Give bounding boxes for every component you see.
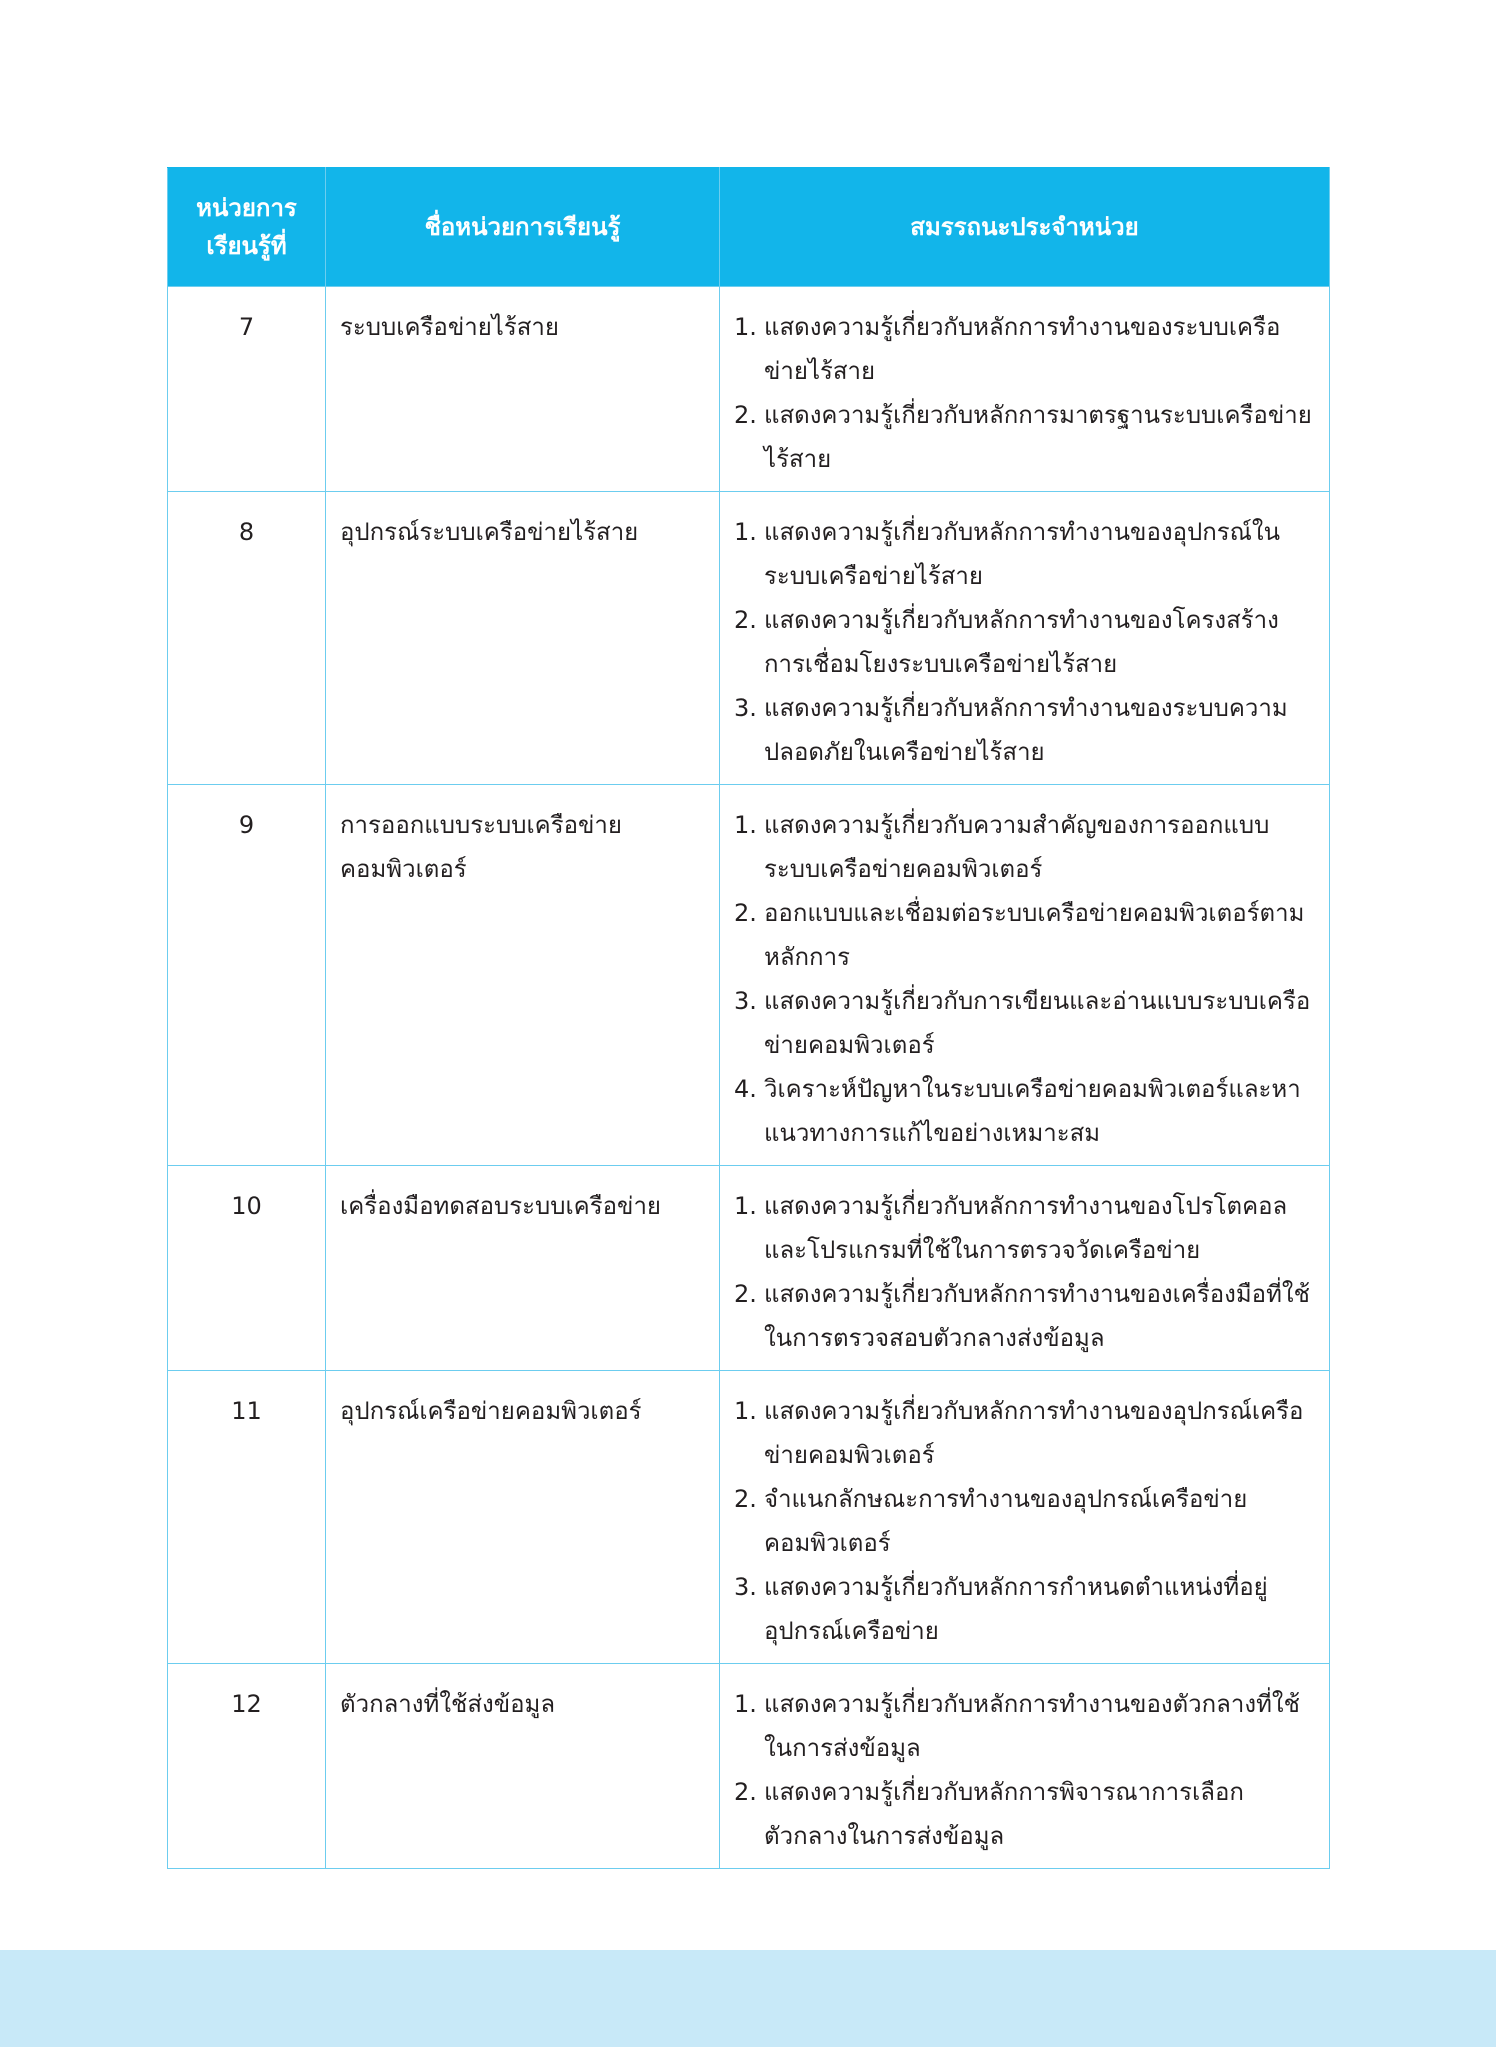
competency-number: 1. <box>734 811 757 839</box>
competency-list <box>732 803 1317 1155</box>
competency-item <box>732 1565 1317 1653</box>
competency-number: 3. <box>734 987 757 1015</box>
table-row <box>168 1371 1330 1664</box>
competency-text: แสดงความรู้เกี่ยวกับหลักการกำหนดตำแหน่งที่อยู่อุปกรณ์เครือข่าย <box>764 1573 1268 1645</box>
table-row <box>168 1166 1330 1371</box>
competency-table-container <box>167 167 1329 1869</box>
competency-number: 2. <box>734 606 757 634</box>
competencies-cell <box>720 785 1330 1166</box>
competency-number: 3. <box>734 694 757 722</box>
competency-item <box>732 510 1317 598</box>
unit-name-cell: เครื่องมือทดสอบระบบเครือข่าย <box>326 1166 720 1371</box>
competency-number: 2. <box>734 1778 757 1806</box>
competency-list <box>732 1184 1317 1360</box>
competency-number: 1. <box>734 1397 757 1425</box>
competency-item <box>732 305 1317 393</box>
competency-text: แสดงความรู้เกี่ยวกับหลักการทำงานของตัวกลางที่ใช้ในการส่งข้อมูล <box>764 1690 1300 1762</box>
competency-text: จำแนกลักษณะการทำงานของอุปกรณ์เครือข่ายคอมพิวเตอร์ <box>764 1485 1248 1557</box>
competency-list <box>732 1389 1317 1653</box>
table-row <box>168 1664 1330 1869</box>
competency-text: แสดงความรู้เกี่ยวกับหลักการพิจารณาการเลือกตัวกลางในการส่งข้อมูล <box>764 1778 1244 1850</box>
competency-text: แสดงความรู้เกี่ยวกับหลักการทำงานของโปรโตคอลและโปรแกรมที่ใช้ในการตรวจวัดเครือข่าย <box>764 1192 1288 1264</box>
competency-text: แสดงความรู้เกี่ยวกับการเขียนและอ่านแบบระบบเครือข่ายคอมพิวเตอร์ <box>764 987 1311 1059</box>
competency-item <box>732 1184 1317 1272</box>
competency-text: แสดงความรู้เกี่ยวกับความสำคัญของการออกแบบระบบเครือข่ายคอมพิวเตอร์ <box>764 811 1270 883</box>
unit-name-cell: การออกแบบระบบเครือข่ายคอมพิวเตอร์ <box>326 785 720 1166</box>
competency-text: วิเคราะห์ปัญหาในระบบเครือข่ายคอมพิวเตอร์และหาแนวทางการแก้ไขอย่างเหมาะสม <box>764 1075 1301 1147</box>
competency-item <box>732 1067 1317 1155</box>
competency-item <box>732 1682 1317 1770</box>
competency-number: 2. <box>734 401 757 429</box>
unit-name-cell: อุปกรณ์ระบบเครือข่ายไร้สาย <box>326 492 720 785</box>
competency-text: แสดงความรู้เกี่ยวกับหลักการทำงานของระบบเครือข่ายไร้สาย <box>764 313 1281 385</box>
unit-number-cell: 7 <box>168 287 326 492</box>
competency-number: 1. <box>734 313 757 341</box>
header-unit-name: ชื่อหน่วยการเรียนรู้ <box>326 168 720 287</box>
competency-item <box>732 803 1317 891</box>
competency-list <box>732 1682 1317 1858</box>
competency-number: 2. <box>734 1485 757 1513</box>
competency-item <box>732 598 1317 686</box>
competency-item <box>732 1272 1317 1360</box>
competency-number: 1. <box>734 518 757 546</box>
competency-item <box>732 1770 1317 1858</box>
competencies-cell <box>720 1371 1330 1664</box>
competency-text: แสดงความรู้เกี่ยวกับหลักการทำงานของอุปกรณ์ในระบบเครือข่ายไร้สาย <box>764 518 1281 590</box>
competency-item <box>732 891 1317 979</box>
competency-number: 2. <box>734 899 757 927</box>
table-row <box>168 492 1330 785</box>
competency-item <box>732 979 1317 1067</box>
competency-text: แสดงความรู้เกี่ยวกับหลักการทำงานของโครงสร้างการเชื่อมโยงระบบเครือข่ายไร้สาย <box>764 606 1279 678</box>
unit-name-cell: ระบบเครือข่ายไร้สาย <box>326 287 720 492</box>
competencies-cell <box>720 1166 1330 1371</box>
unit-number-cell: 11 <box>168 1371 326 1664</box>
table-row <box>168 785 1330 1166</box>
competency-text: แสดงความรู้เกี่ยวกับหลักการทำงานของระบบความปลอดภัยในเครือข่ายไร้สาย <box>764 694 1288 766</box>
competency-number: 2. <box>734 1280 757 1308</box>
competency-table <box>167 167 1330 1869</box>
unit-number-cell: 8 <box>168 492 326 785</box>
competency-text: แสดงความรู้เกี่ยวกับหลักการมาตรฐานระบบเครือข่ายไร้สาย <box>764 401 1312 473</box>
unit-name-cell: อุปกรณ์เครือข่ายคอมพิวเตอร์ <box>326 1371 720 1664</box>
competency-number: 1. <box>734 1192 757 1220</box>
header-unit-number: หน่วยการเรียนรู้ที่ <box>168 168 326 287</box>
competency-number: 4. <box>734 1075 757 1103</box>
table-body <box>168 287 1330 1869</box>
unit-number-cell: 12 <box>168 1664 326 1869</box>
competency-list <box>732 305 1317 481</box>
competency-text: แสดงความรู้เกี่ยวกับหลักการทำงานของอุปกรณ์เครือข่ายคอมพิวเตอร์ <box>764 1397 1304 1469</box>
competency-text: ออกแบบและเชื่อมต่อระบบเครือข่ายคอมพิวเตอร์ตามหลักการ <box>764 899 1305 971</box>
header-row <box>168 168 1330 287</box>
competency-item <box>732 1477 1317 1565</box>
competency-item <box>732 393 1317 481</box>
table-row <box>168 287 1330 492</box>
competency-text: แสดงความรู้เกี่ยวกับหลักการทำงานของเครื่องมือที่ใช้ในการตรวจสอบตัวกลางส่งข้อมูล <box>764 1280 1310 1352</box>
unit-number-cell: 10 <box>168 1166 326 1371</box>
competency-item <box>732 686 1317 774</box>
table-header <box>168 168 1330 287</box>
competency-number: 3. <box>734 1573 757 1601</box>
header-competencies: สมรรถนะประจำหน่วย <box>720 168 1330 287</box>
competencies-cell <box>720 287 1330 492</box>
unit-number-cell: 9 <box>168 785 326 1166</box>
footer-band <box>0 1950 1496 2047</box>
competency-list <box>732 510 1317 774</box>
competency-item <box>732 1389 1317 1477</box>
competencies-cell <box>720 1664 1330 1869</box>
competency-number: 1. <box>734 1690 757 1718</box>
competencies-cell <box>720 492 1330 785</box>
unit-name-cell: ตัวกลางที่ใช้ส่งข้อมูล <box>326 1664 720 1869</box>
